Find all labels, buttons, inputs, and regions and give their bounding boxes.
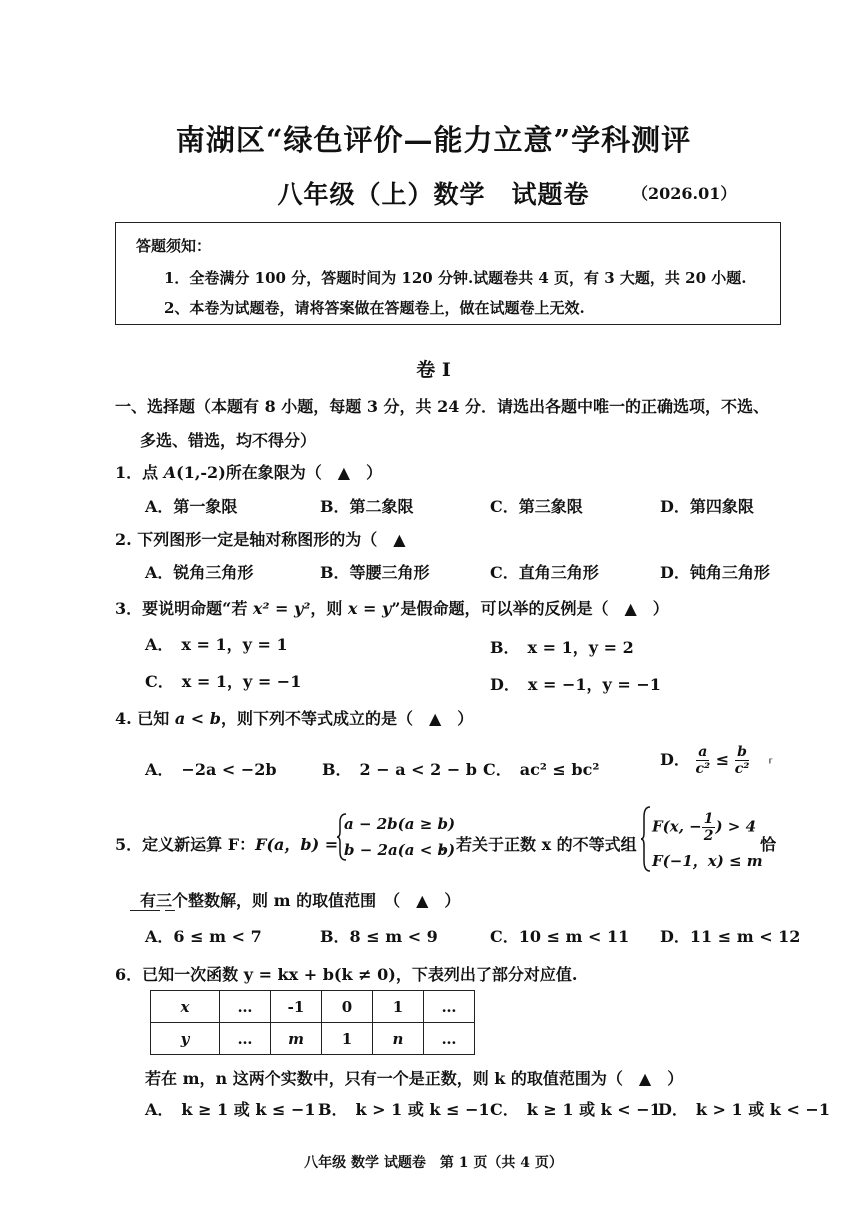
q6-option-b: B． k > 1 或 k ≤ −1 [318,1100,490,1119]
q4-text-tail: ，则下列不等式成立的是（ ▲ ） [220,709,474,728]
q4-condition: a < b [174,709,221,728]
q6-option-a: A． k ≥ 1 或 k ≤ −1 [145,1100,316,1119]
table-cell: … [220,1023,271,1055]
q4-fraction-b [735,745,750,776]
q5-function: F(a，b) = [255,835,339,854]
exam-subtitle: 八年级（上）数学 试题卷 [277,180,590,209]
table-row [151,991,475,1023]
q3-condition: x² = y² [252,599,311,618]
frac-num: a [698,744,708,760]
instructions-title: 答题须知： [136,237,212,255]
q1-option-d: D．第四象限 [660,497,754,516]
q6-line-2: 若在 m，n 这两个实数中，只有一个是正数，则 k 的取值范围为（ ▲ ） [145,1069,684,1088]
q4-option-d-label: D． [660,750,690,769]
instructions-box [115,222,781,325]
q1-option-a: A．第一象限 [145,497,238,516]
q4-option-c: C． ac² ≤ bc² [483,760,600,779]
q3-option-a: A． x = 1，y = 1 [145,635,288,654]
frac-den: 2 [703,828,714,844]
handwritten-mark [165,910,175,911]
question-6-stem: 6．已知一次函数 y = kx + b(k ≠ 0)，下表列出了部分对应值. [115,965,578,984]
q5-sys1-post: ) > 4 [715,817,756,836]
q5-case-1: a − 2b(a ≥ b) [344,815,456,833]
part1-heading-line1: 一、选择题（本题有 8 小题，每题 3 分，共 24 分．请选出各题中唯一的正确选项，不选、 [115,397,769,416]
q5-system-line-2: F(−1，x) ≤ m [652,852,763,870]
q1-option-b: B．第二象限 [320,497,414,516]
q5-option-d: D．11 ≤ m < 12 [660,927,801,946]
page-footer: 八年级 数学 试题卷 第 1 页（共 4 页） [304,1155,563,1171]
q2-option-d: D．钝角三角形 [660,563,770,582]
q5-text: 5．定义新运算 F： [115,835,256,854]
table-cell: 1 [373,991,424,1023]
q2-option-a: A．锐角三角形 [145,563,254,582]
section-title: 卷 Ⅰ [416,359,451,381]
q5-option-c: C．10 ≤ m < 11 [490,927,630,946]
handwritten-underline [130,910,160,911]
frac-num: 1 [703,811,714,827]
q4-fraction-a [695,745,710,776]
left-brace-icon [640,805,652,873]
table-cell: m [271,1023,322,1055]
q3-text: 3．要说明命题“若 [115,599,253,618]
table-cell: y [151,1023,220,1055]
q5-text-tail: 恰 [760,835,777,854]
q5-fraction-half [702,812,716,843]
q3-conclusion: x = y [347,599,392,618]
q5-case-2: b − 2a(a < b) [344,841,456,859]
exam-date: （2026.01） [632,184,737,203]
part1-heading-line2: 多选、错选，均不得分） [140,431,317,450]
q6-option-c: C． k ≥ 1 或 k < −1 [490,1100,661,1119]
q2-option-b: B．等腰三角形 [320,563,430,582]
margin-mark: ⸢ [768,757,774,773]
q5-option-a: A．6 ≤ m < 7 [145,927,262,946]
q3-text-tail: ”是假命题，可以举的反例是（ ▲ ） [391,599,669,618]
question-2-stem: 2. 下列图形一定是轴对称图形的为（ ▲ [115,530,406,549]
q1-coord: (1,-2) [176,463,226,482]
q3-option-c: C． x = 1，y = −1 [145,672,302,691]
instruction-item-2: 2、本卷为试题卷，请将答案做在答题卷上，做在试题卷上无效. [164,299,585,317]
q5-text-mid: ．若关于正数 x 的不等式组 [440,835,637,854]
question-3-stem [115,596,669,619]
q5-sys1-pre: F(x, − [652,817,702,836]
q1-text-tail: 所在象限为（ ▲ ） [225,463,383,482]
table-cell: n [373,1023,424,1055]
q6-option-d: D． k > 1 或 k < −1 [658,1100,830,1119]
q5-system-line-1 [652,812,756,843]
table-cell: … [220,991,271,1023]
q4-text: 4. 已知 [115,709,175,728]
table-row [151,1023,475,1055]
instruction-item-1: 1．全卷满分 100 分，答题时间为 120 分钟.试题卷共 4 页，有 3 大题，共 20 小题. [164,269,747,287]
table-cell: -1 [271,991,322,1023]
q4-option-d [660,745,749,776]
table-cell: … [424,991,475,1023]
table-cell: 1 [322,1023,373,1055]
q5-line-2: 有三个整数解，则 m 的取值范围 （ ▲ ） [140,891,461,910]
question-5-stem [115,832,338,855]
table-cell: 0 [322,991,373,1023]
q5-option-b: B．8 ≤ m < 9 [320,927,438,946]
q1-text: 1．点 [115,463,164,482]
exam-title: 南湖区“绿色评价—能力立意”学科测评 [175,123,692,157]
frac-num: b [737,744,747,760]
question-4-stem [115,706,473,729]
q4-relation: ≤ [715,750,730,769]
table-cell: x [151,991,220,1023]
q3-option-b: B． x = 1，y = 2 [490,638,634,657]
q2-option-c: C．直角三角形 [490,563,599,582]
frac-den: c² [695,761,711,777]
q1-option-c: C．第三象限 [490,497,583,516]
q4-option-a: A． −2a < −2b [145,760,277,779]
q3-option-d: D． x = −1，y = −1 [490,675,661,694]
question-1-stem [115,460,382,483]
value-table [150,990,475,1055]
q4-option-b: B． 2 − a < 2 − b [322,760,477,779]
q3-text-mid: ，则 [310,599,348,618]
q1-point-name: A [163,463,177,482]
table-cell: … [424,1023,475,1055]
frac-den: c² [734,761,750,777]
